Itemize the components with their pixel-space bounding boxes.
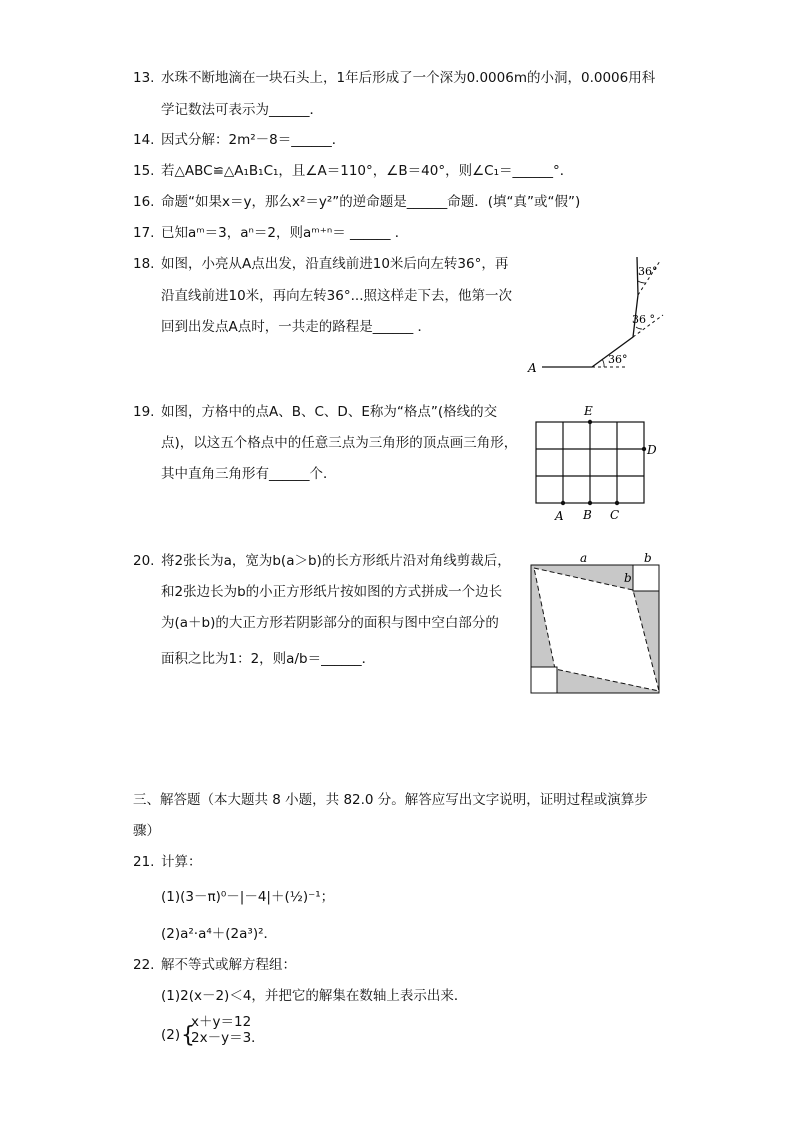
q22-brace: { xyxy=(181,1023,195,1048)
section3-heading: 三、解答题（本大题共 8 小题，共 82.0 分。解答应写出文字说明，证明过程或演算步 xyxy=(133,792,648,808)
q22-part1: (1)2(x－2)＜4，并把它的解集在数轴上表示出来． xyxy=(161,988,468,1004)
q19-label-a: A xyxy=(555,509,564,523)
q21-part1: (1)(3－π)⁰－|－4|＋(½)⁻¹； xyxy=(161,889,335,905)
q20-square-figure xyxy=(526,550,666,698)
q20-line2: 和2张边长为b的小正方形纸片按如图的方式拼成一个边长 xyxy=(161,584,503,600)
q17-text: 已知aᵐ＝3，aⁿ＝2，则aᵐ⁺ⁿ＝ ______ ． xyxy=(161,225,409,241)
q15-number: 15. xyxy=(133,163,155,179)
q18-line3: 回到出发点A点时，一共走的路程是______ ． xyxy=(161,319,432,335)
q19-label-d: D xyxy=(647,443,657,457)
q17-number: 17. xyxy=(133,225,155,241)
q18-line1: 如图，小亮从A点出发，沿直线前进10米后向左转36°，再 xyxy=(161,256,509,272)
q16-text: 命题“如果x＝y，那么x²＝y²”的逆命题是______命题．(填“真”或“假”) xyxy=(161,194,581,210)
q19-label-b: B xyxy=(583,508,592,522)
q18-label-a: A xyxy=(528,361,537,375)
q14-text: 因式分解：2m²－8＝______． xyxy=(161,132,346,148)
q22-eq2: 2x－y＝3． xyxy=(191,1030,265,1046)
q18-angle2: 36 ° xyxy=(632,313,655,326)
q18-angle3: 36° xyxy=(638,265,658,278)
q18-line2: 沿直线前进10米，再向左转36°...照这样走下去，他第一次 xyxy=(161,288,512,304)
q20-line4: 面积之比为1：2，则a/b＝______． xyxy=(161,651,376,667)
q15-text: 若△ABC≌△A₁B₁C₁，且∠A＝110°，∠B＝40°，则∠C₁＝______°． xyxy=(161,163,574,179)
q19-label-e: E xyxy=(584,404,593,418)
q19-grid-figure xyxy=(528,402,668,526)
q18-number: 18. xyxy=(133,256,155,272)
q21-text: 计算： xyxy=(161,854,202,870)
q22-text: 解不等式或解方程组： xyxy=(161,957,296,973)
q14-number: 14. xyxy=(133,132,155,148)
q19-line1: 如图，方格中的点A、B、C、D、E称为“格点”(格线的交 xyxy=(161,404,498,420)
q13-line2: 学记数法可表示为______． xyxy=(161,102,323,118)
q21-number: 21. xyxy=(133,854,155,870)
q13-line1: 水珠不断地滴在一块石头上，1年后形成了一个深为0.0006m的小洞，0.0006用科 xyxy=(161,70,656,86)
q18-path-figure xyxy=(524,255,674,380)
q22-part2-label: (2) xyxy=(161,1027,181,1043)
q20-label-b-top: b xyxy=(644,551,652,565)
q20-number: 20. xyxy=(133,553,155,569)
q22-eq1: x＋y＝12 xyxy=(191,1014,252,1030)
q19-line3: 其中直角三角形有______个． xyxy=(161,466,337,482)
q13-number: 13. xyxy=(133,70,155,86)
q20-label-b-inner: b xyxy=(624,571,632,585)
q19-number: 19. xyxy=(133,404,155,420)
q20-line1: 将2张长为a，宽为b(a＞b)的长方形纸片沿对角线剪裁后， xyxy=(161,553,511,569)
q20-label-a: a xyxy=(580,551,588,565)
q19-label-c: C xyxy=(610,508,620,522)
q21-part2: (2)a²·a⁴＋(2a³)²． xyxy=(161,926,278,942)
q22-number: 22. xyxy=(133,957,155,973)
q18-angle1: 36° xyxy=(608,353,628,366)
q20-line3: 为(a＋b)的大正方形若阴影部分的面积与图中空白部分的 xyxy=(161,615,499,631)
section3-heading-cont: 骤） xyxy=(133,823,160,839)
q19-line2: 点)，以这五个格点中的任意三点为三角形的顶点画三角形， xyxy=(161,435,518,451)
q16-number: 16. xyxy=(133,194,155,210)
